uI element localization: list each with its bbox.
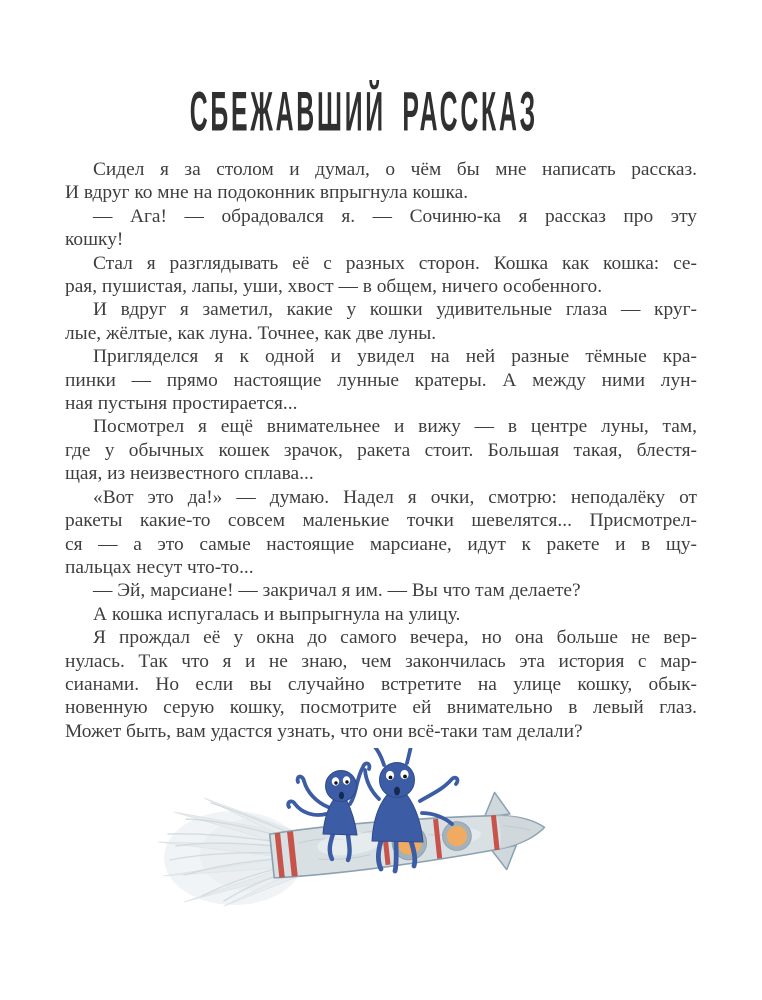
paragraph — [65, 579, 697, 602]
story-text — [65, 158, 697, 743]
page-title-row — [0, 82, 728, 143]
text-line: щая, из неизвестного сплава... — [65, 463, 314, 485]
text-line: пальцах несут что-то... — [65, 556, 254, 578]
martian-mouth — [394, 787, 400, 796]
text-line: — Ага! — обрадовался я. — Сочиню-ка я рассказ про эту — [93, 205, 697, 227]
paragraph — [65, 298, 697, 345]
rocket-fin-top — [482, 791, 510, 818]
text-line: — Эй, марсиане! — закричал я им. — Вы что там делаете? — [93, 580, 581, 602]
text-line: Я прождал её у окна до самого вечера, но она больше не вер- — [93, 627, 697, 649]
paragraph — [65, 603, 697, 626]
text-line: ся — а это самые настоящие марсиане, идут к ракете и в щу- — [65, 533, 697, 555]
martian-mouth — [339, 792, 344, 800]
text-line: кошку! — [65, 229, 124, 251]
text-line: пинки — прямо настоящие лунные кратеры. А между ними лун- — [65, 369, 697, 391]
paragraph — [65, 252, 697, 299]
text-line: Посмотрел я ещё внимательнее и вижу — в центре луны, там, — [93, 416, 697, 438]
text-line: нулась. Так что я и не знаю, чем закончилась эта история с мар- — [65, 650, 697, 672]
paragraph — [65, 205, 697, 252]
text-line: где у обычных кошек зрачок, ракета стоит. Большая такая, блестя- — [65, 439, 697, 461]
text-line: «Вот это да!» — думаю. Надел я очки, смотрю: неподалёку от — [93, 486, 697, 508]
text-line: Стал я разглядывать её с разных сторон. Кошка как кошка: се- — [93, 252, 697, 274]
rocket-illustration — [140, 748, 590, 923]
text-line: Пригляделся я к одной и увидел на ней разные тёмные кра- — [93, 346, 697, 368]
paragraph — [65, 158, 697, 205]
text-line: И вдруг ко мне на подоконник впрыгнула кошка. — [65, 182, 469, 204]
text-line: лые, жёлтые, как луна. Точнее, как две луны. — [65, 322, 437, 344]
text-line: ракеты какие-то совсем маленькие точки шевелятся... Присмотрел- — [65, 510, 697, 532]
text-line: А кошка испугалась и выпрыгнула на улицу. — [93, 603, 461, 625]
paragraph — [65, 415, 697, 485]
page-title: СБЕЖАВШИЙ РАССКАЗ — [189, 82, 539, 143]
porthole-icon — [444, 823, 470, 849]
text-line: Сидел я за столом и думал, о чём бы мне написать рассказ. — [93, 159, 697, 180]
text-line: И вдруг я заметил, какие у кошки удивительные глаза — круг- — [93, 299, 697, 321]
text-line: ная пустыня простирается... — [65, 393, 298, 415]
text-line: рая, пушистая, лапы, уши, хвост — в общем, ничего особенного. — [65, 276, 603, 298]
text-line: сианами. Но если вы случайно встретите на улице кошку, обык- — [65, 673, 697, 695]
paragraph — [65, 345, 697, 415]
text-line: новенную серую кошку, посмотрите ей внимательно в левый глаз. — [65, 697, 697, 719]
paragraph — [65, 626, 697, 743]
text-line: Может быть, вам удастся узнать, что они всё-таки там делали? — [65, 720, 583, 742]
paragraph — [65, 486, 697, 580]
